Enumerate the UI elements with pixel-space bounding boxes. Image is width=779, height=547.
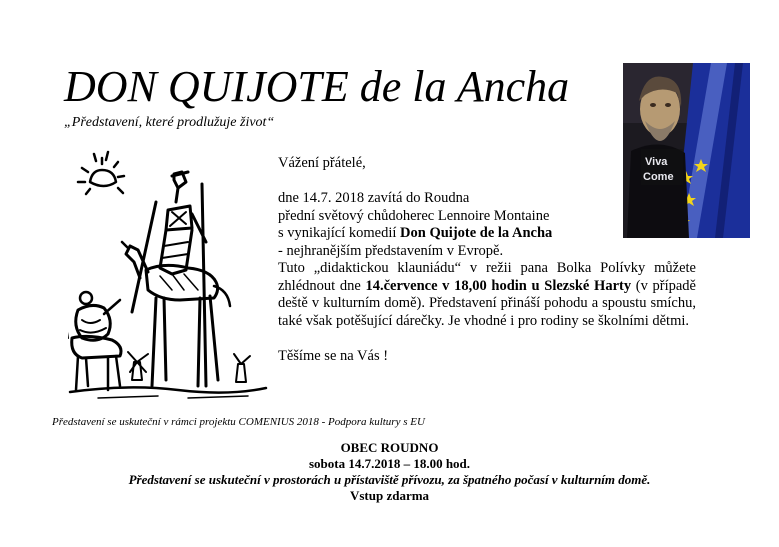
letter-line-comedy [278,225,696,243]
poster-title: DON QUIJOTE de la Ancha [64,62,570,111]
footer-info [0,440,779,504]
footer-date: sobota 14.7.2018 – 18.00 hod. [308,456,471,471]
paragraph-rest: (v případě deště v kulturním domě). Představení přináší pohodu a spoustu smíchu, také však potěšující dárečky. Je vhodné i pro rodiny se školními dětmi. [278,277,696,329]
sun-icon [78,152,124,194]
comedy-intro: s vynikající komedií [278,225,401,241]
paragraph-datetime: 14.července v 18,00 hodin u Slezské Harty [365,277,632,294]
letter-line-date: dne 14.7. 2018 zavítá do Roudna [278,190,470,206]
footer-organizer: OBEC ROUDNO [340,440,439,455]
sancho-figure [68,292,121,390]
poster-subtitle: „Představení, které prodlužuje život“ [64,115,275,130]
letter-closing: Těšíme se na Vás ! [278,347,389,364]
ground-line [70,387,266,392]
letter-greeting: Vážení přátelé, [278,155,366,171]
letter-paragraph [278,260,696,330]
letter-line-performer: přední světový chůdoherec Lennoire Montaine [278,207,550,224]
windmill-icon [128,352,250,382]
footer-venue: Představení se uskuteční v prostorách u přístaviště přívozu, za špatného počasí v kulturním domě. [128,472,651,487]
comedy-title: Don Quijote de la Ancha [400,225,553,241]
letter-line-europe: - nejhranějším představením v Evropě. [278,242,504,259]
quixote-figure [132,172,206,386]
footer-entry: Vstup zdarma [349,488,430,503]
project-credit: Představení se uskuteční v rámci projektu COMENIUS 2018 - Podpora kultury s EU [52,416,425,428]
invitation-letter [278,155,696,365]
paragraph-intro: Tuto „didaktickou klauniádu“ v režii pana Bolka Polívky můžete zhlédnout dne [278,260,696,294]
don-quixote-sketch-icon [68,150,268,402]
portrait-sign-word-1: Viva [645,156,668,168]
portrait-sign-word-2: Come [643,171,674,183]
ground-strokes [98,396,248,398]
